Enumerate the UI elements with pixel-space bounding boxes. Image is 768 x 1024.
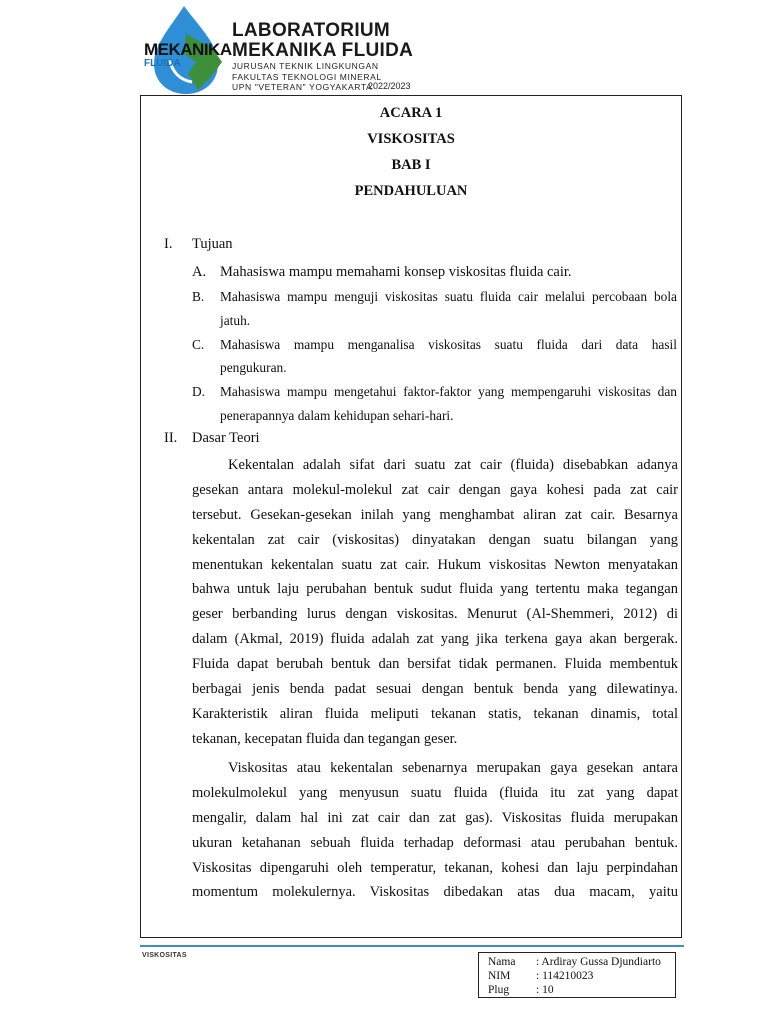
- nama-value: : Ardiray Gussa Djundiarto: [536, 956, 661, 968]
- paragraph-line: kekentalan zat cair (viskositas) dinyatakan dengan suatu bilangan yang: [192, 531, 678, 548]
- section-1-title: Tujuan: [192, 236, 233, 252]
- lab-title-line-1: LABORATORIUM: [232, 20, 391, 41]
- logo-word-fluida: FLUIDA: [144, 58, 181, 69]
- paragraph-line: menentukan kekentalan suatu zat cair. Hukum viskositas Newton menyatakan: [192, 556, 678, 573]
- plug-value: : 10: [536, 984, 554, 996]
- paragraph-line: Fluida dapat berubah bentuk dan bersifat tidak permanen. Fluida membentuk: [192, 656, 678, 673]
- nim-label: NIM: [488, 970, 511, 982]
- paragraph-line: bahwa untuk laju perubahan bentuk sudut fluida yang tertentu maka tegangan: [192, 581, 678, 598]
- objective-d-line-2: penerapannya dalam kehidupan sehari-hari.: [220, 408, 454, 423]
- lab-subtitle-line-3: UPN "VETERAN" YOGYAKARTA: [232, 82, 373, 92]
- paragraph-line: tersebut. Gesekan-gesekan inilah yang menghambat aliran zat cair. Besarnya: [192, 506, 678, 523]
- objective-b-line-2: jatuh.: [220, 313, 251, 328]
- objective-d-letter: D.: [192, 384, 206, 399]
- chapter-title: PENDAHULUAN: [354, 183, 468, 199]
- objective-c-letter: C.: [192, 337, 205, 352]
- lab-subtitle-line-2: FAKULTAS TEKNOLOGI MINERAL: [232, 71, 382, 82]
- objective-b-letter: B.: [192, 289, 205, 304]
- paragraph-line: Viskositas atau kekentalan sebenarnya merupakan gaya gesekan antara: [228, 760, 678, 776]
- theory-paragraph-1: [192, 453, 678, 752]
- topic-title: VISKOSITAS: [367, 131, 455, 147]
- objective-a-text: Mahasiswa mampu memahami konsep viskositas fluida cair.: [220, 264, 572, 280]
- plug-label: Plug: [488, 984, 510, 996]
- paragraph-line: gesekan antara molekul-molekul zat cair dengan gaya kohesi pada zat cair: [192, 481, 678, 498]
- theory-paragraph-2: [192, 756, 678, 905]
- paragraph-line: ukuran ketahanan sebuah fluida terhadap deformasi atau perubahan bentuk.: [192, 834, 678, 851]
- bab-title: BAB I: [391, 157, 431, 173]
- id-row-nama: [488, 955, 675, 969]
- section-2-number: II.: [164, 430, 178, 446]
- lab-subtitle-line-1: JURUSAN TEKNIK LINGKUNGAN: [232, 61, 379, 71]
- paragraph-line: molekulmolekul yang menyusun suatu fluida (fluida itu zat yang dapat: [192, 784, 678, 801]
- lab-logo: [140, 4, 236, 94]
- id-row-plug: [488, 983, 675, 997]
- objective-b-line-1: Mahasiswa mampu menguji viskositas suatu fluida cair melalui percobaan bola: [220, 289, 677, 304]
- paragraph-line: tekanan, kecepatan fluida dan tegangan geser.: [192, 730, 458, 747]
- section-2-title: Dasar Teori: [192, 430, 260, 446]
- objective-d-line-1: Mahasiswa mampu mengetahui faktor-faktor yang mempengaruhi viskositas dan: [220, 384, 677, 399]
- paragraph-line: mengalir, dalam hal ini zat cair dan zat gas). Viskositas fluida merupakan: [192, 809, 678, 826]
- paragraph-line: Kekentalan adalah sifat dari suatu zat cair (fluida) disebabkan adanya: [228, 457, 678, 473]
- nim-value: : 114210023: [536, 970, 594, 982]
- academic-year: 2022/2023: [368, 81, 411, 91]
- paragraph-line: geser berbanding lurus dengan viskositas. Menurut (Al-Shemmeri, 2012) di: [192, 606, 678, 623]
- lab-title-line-2: MEKANIKA FLUIDA: [232, 40, 414, 61]
- paragraph-line: Karakteristik aliran fluida meliputi tekanan statis, tekanan dinamis, total: [192, 705, 678, 722]
- nama-label: Nama: [488, 956, 516, 968]
- paragraph-line: dalam (Akmal, 2019) fluida adalah zat yang jika terkena gaya akan bergerak.: [192, 631, 678, 648]
- lab-subtitle: [232, 61, 382, 93]
- objective-c-line-1: Mahasiswa mampu menganalisa viskositas suatu fluida dari data hasil: [220, 337, 677, 352]
- objective-a-letter: A.: [192, 264, 207, 280]
- id-row-nim: [488, 969, 675, 983]
- logo-word-mekanika: MEKANIKA: [144, 40, 232, 59]
- section-1-number: I.: [164, 236, 173, 252]
- lab-title: [232, 21, 413, 61]
- student-id-box: [478, 952, 676, 998]
- paragraph-line: momentum molekulernya. Viskositas dibedakan atas dua macam, yaitu: [192, 884, 678, 901]
- paragraph-line: Viskositas dipengaruhi oleh temperatur, tekanan, kohesi dan laju perpindahan: [192, 859, 678, 876]
- footer-label: VISKOSITAS: [142, 952, 187, 959]
- objective-c-line-2: pengukuran.: [220, 360, 287, 375]
- footer-divider: [140, 945, 684, 947]
- acara-title: ACARA 1: [379, 105, 443, 121]
- paragraph-line: berbagai jenis benda padat sesuai dengan bentuk benda yang dilewatinya.: [192, 681, 678, 698]
